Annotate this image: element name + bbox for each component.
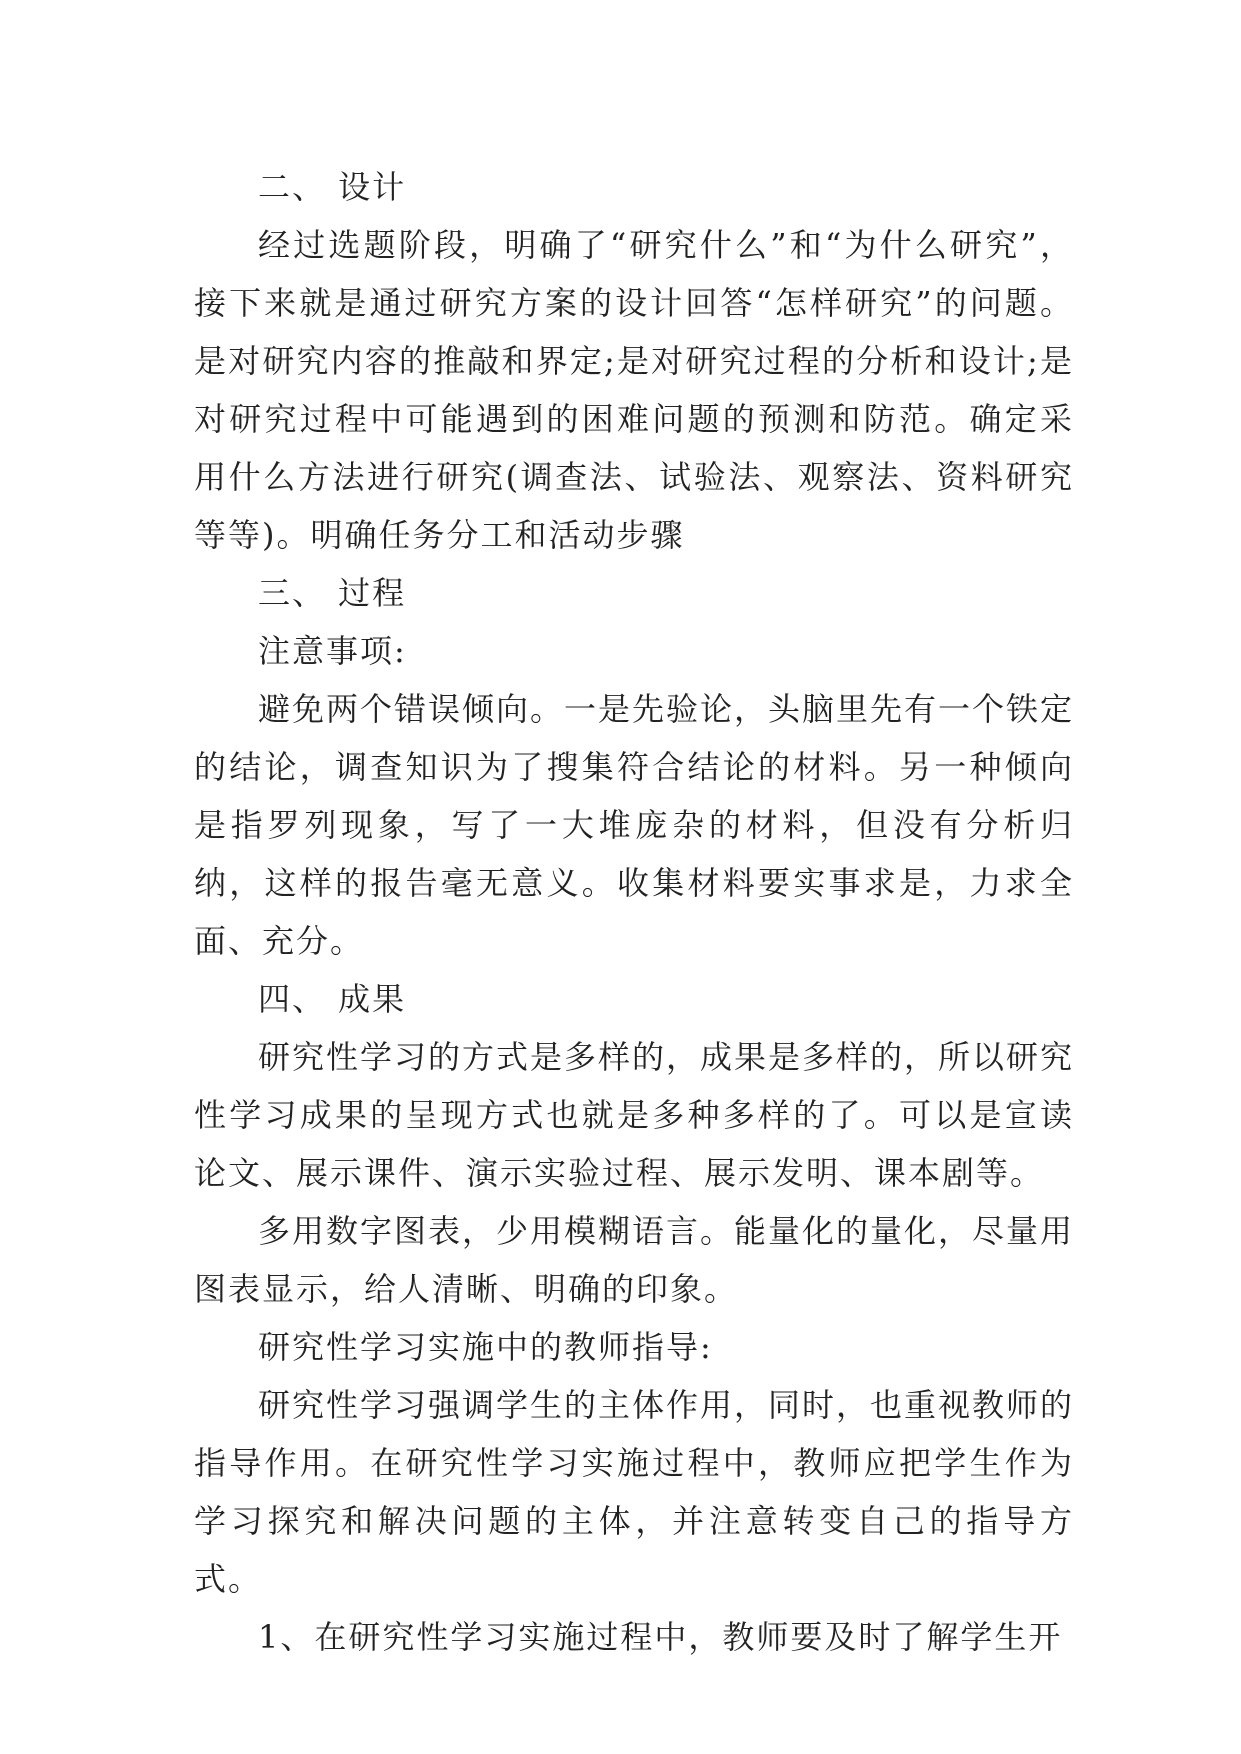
paragraph-avoid-tendencies: 避免两个错误倾向。一是先验论，头脑里先有一个铁定的结论，调查知识为了搜集符合结论的材料。另一种倾向是指罗列现象，写了一大堆庞杂的材料，但没有分析归纳，这样的报告毫无意义。收集材料要实事求是，力求全面、充分。 xyxy=(194,690,1075,960)
document-body xyxy=(194,158,1074,1666)
section-heading-design: 二、 设计 xyxy=(258,168,407,206)
paragraph-use-charts: 多用数字图表，少用模糊语言。能量化的量化，尽量用图表显示，给人清晰、明确的印象。 xyxy=(194,1212,1075,1308)
paragraph-design-body: 经过选题阶段，明确了“研究什么”和“为什么研究”，接下来就是通过研究方案的设计回答“怎样研究”的问题。是对研究内容的推敲和界定;是对研究过程的分析和设计;是对研究过程中可能遇到的困难问题的预测和防范。确定采用什么方法进行研究(调查法、试验法、观察法、资料研究等等)。明确任务分工和活动步骤 xyxy=(194,226,1074,554)
paragraph-teacher-guidance-body: 研究性学习强调学生的主体作用，同时，也重视教师的指导作用。在研究性学习实施过程中，教师应把学生作为学习探究和解决问题的主体，并注意转变自己的指导方式。 xyxy=(194,1386,1075,1598)
paragraph-teacher-guidance-label: 研究性学习实施中的教师指导: xyxy=(258,1328,713,1366)
section-heading-results: 四、 成果 xyxy=(258,980,407,1018)
paragraph-notes-label: 注意事项: xyxy=(258,632,407,670)
paragraph-results-diversity: 研究性学习的方式是多样的，成果是多样的，所以研究性学习成果的呈现方式也就是多种多样的了。可以是宣读论文、展示课件、演示实验过程、展示发明、课本剧等。 xyxy=(194,1038,1075,1192)
paragraph-point-1: 1、在研究性学习实施过程中，教师要及时了解学生开 xyxy=(258,1618,1063,1656)
section-heading-process: 三、 过程 xyxy=(258,574,407,612)
